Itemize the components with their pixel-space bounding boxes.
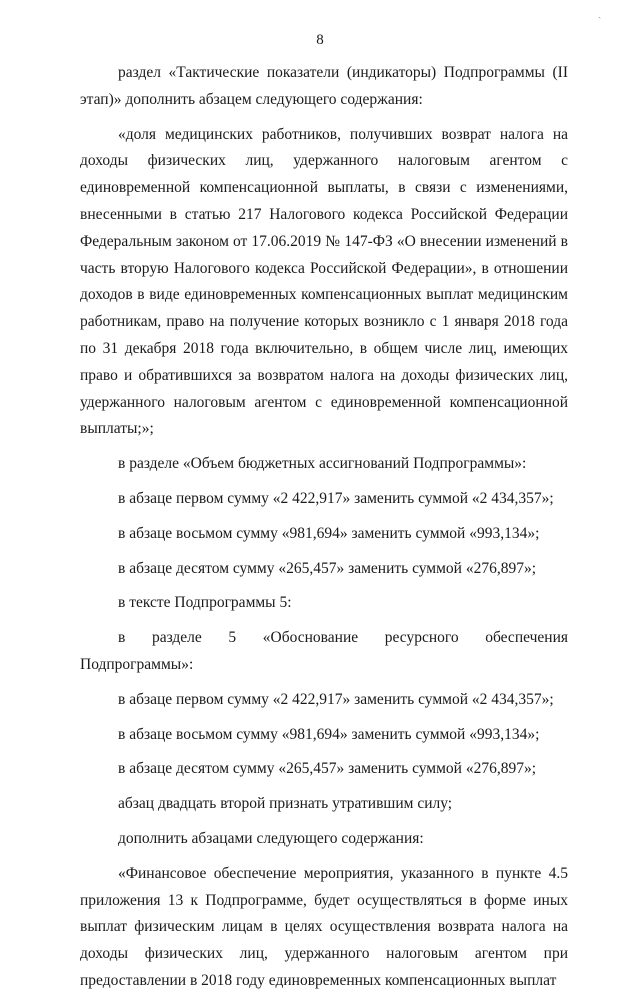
- paragraph-3: в разделе «Объем бюджетных ассигнований Подпрограммы»:: [118, 455, 527, 473]
- document-body: [80, 60, 568, 995]
- paragraph-11: в абзаце десятом сумму «265,457» заменить суммой «276,897»;: [118, 760, 537, 778]
- paragraph-13: дополнить абзацами следующего содержания:: [118, 829, 424, 847]
- paragraph-6: в абзаце десятом сумму «265,457» заменить суммой «276,897»;: [118, 559, 537, 577]
- paragraph-14: «Финансовое обеспечение мероприятия, указанного в пункте 4.5 приложения 13 к Подпрограмме, будет осуществляться в форме иных выплат физическим лицам в целях осуществления возврата налога на доходы физических лиц, удержанного налоговым агентом при предоставлении в 2018 году единовременных компенсационных выплат: [80, 864, 568, 989]
- paragraph-8: в разделе 5 «Обоснование ресурсного обеспечения Подпрограммы»:: [80, 629, 568, 673]
- paragraph-2: «доля медицинских работников, получивших возврат налога на доходы физических лиц, удержанного налоговым агентом с единовременной компенсационной выплаты, в связи с изменениями, внесенными в статью 217 Налогового кодекса Российской Федерации Федеральным законом от 17.06.2019 № 147-ФЗ «О внесении изменений в часть вторую Налогового кодекса Российской Федерации», в отношении доходов в виде единовременных компенсационных выплат медицинским работникам, право на получение которых возникло с 1 января 2018 года по 31 декабря 2018 года включительно, в общем числе лиц, имеющих право и обратившихся за возвратом налога на доходы физических лиц, удержанного налоговым агентом с единовременной компенсационной выплаты;»;: [80, 125, 568, 438]
- page-number: 8: [316, 32, 324, 48]
- paragraph-10: в абзаце восьмом сумму «981,694» заменить суммой «993,134»;: [118, 725, 540, 743]
- paragraph-4: в абзаце первом сумму «2 422,917» заменить суммой «2 434,357»;: [118, 489, 554, 507]
- paragraph-9: в абзаце первом сумму «2 422,917» заменить суммой «2 434,357»;: [118, 690, 554, 708]
- paragraph-1: раздел «Тактические показатели (индикаторы) Подпрограммы (II этап)» дополнить абзацем следующего содержания:: [80, 64, 568, 108]
- paragraph-5: в абзаце восьмом сумму «981,694» заменить суммой «993,134»;: [118, 524, 540, 542]
- paragraph-7: в тексте Подпрограммы 5:: [118, 594, 292, 612]
- paragraph-12: абзац двадцать второй признать утратившим силу;: [118, 795, 453, 813]
- scan-speck: ˏ: [598, 8, 602, 19]
